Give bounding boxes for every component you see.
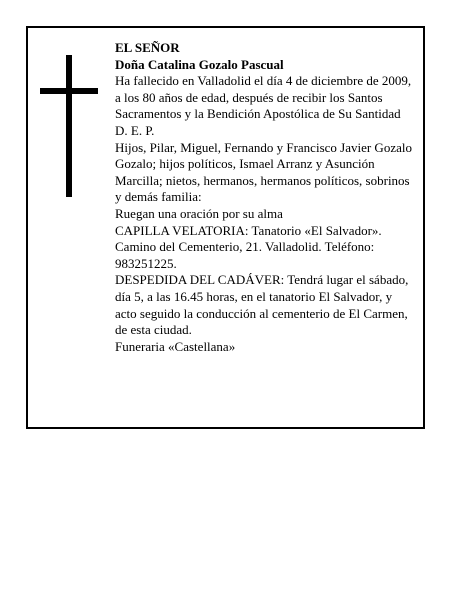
funeral-home: Funeraria «Castellana» [115,338,236,354]
chapel-info: CAPILLA VELATORIA: Tanatorio «El Salvador». Camino del Cementerio, 21. Valladolid. Teléfono: 983251225. [115,222,382,271]
cross-horizontal-bar [40,88,98,94]
death-info: Ha fallecido en Valladolid el día 4 de diciembre de 2009, a los 80 años de edad, después de recibir los Santos Sacramentos y la Bendición Apostólica de Su Santidad [115,73,412,122]
prayer-request: Ruegan una oración por su alma [115,205,283,221]
cross-icon [40,55,98,197]
obituary-notice [26,26,425,429]
deceased-name: Doña Catalina Gozalo Pascual [115,56,284,72]
notice-text [115,40,415,355]
rest-in-peace: D. E. P. [115,122,155,138]
family-list: Hijos, Pilar, Miguel, Fernando y Francisco Javier Gozalo Gozalo; hijos políticos, Ismael Arranz y Asunción Marcilla; nietos, hermanos, hermanos políticos, sobrinos y demás familia: [115,139,412,205]
cross-vertical-bar [66,55,72,197]
notice-header: EL SEÑOR [115,40,180,55]
farewell-info: DESPEDIDA DEL CADÁVER: Tendrá lugar el sábado, día 5, a las 16.45 horas, en el tanatorio El Salvador, y acto seguido la conducción al cementerio de El Carmen, de esta ciudad. [115,272,409,338]
